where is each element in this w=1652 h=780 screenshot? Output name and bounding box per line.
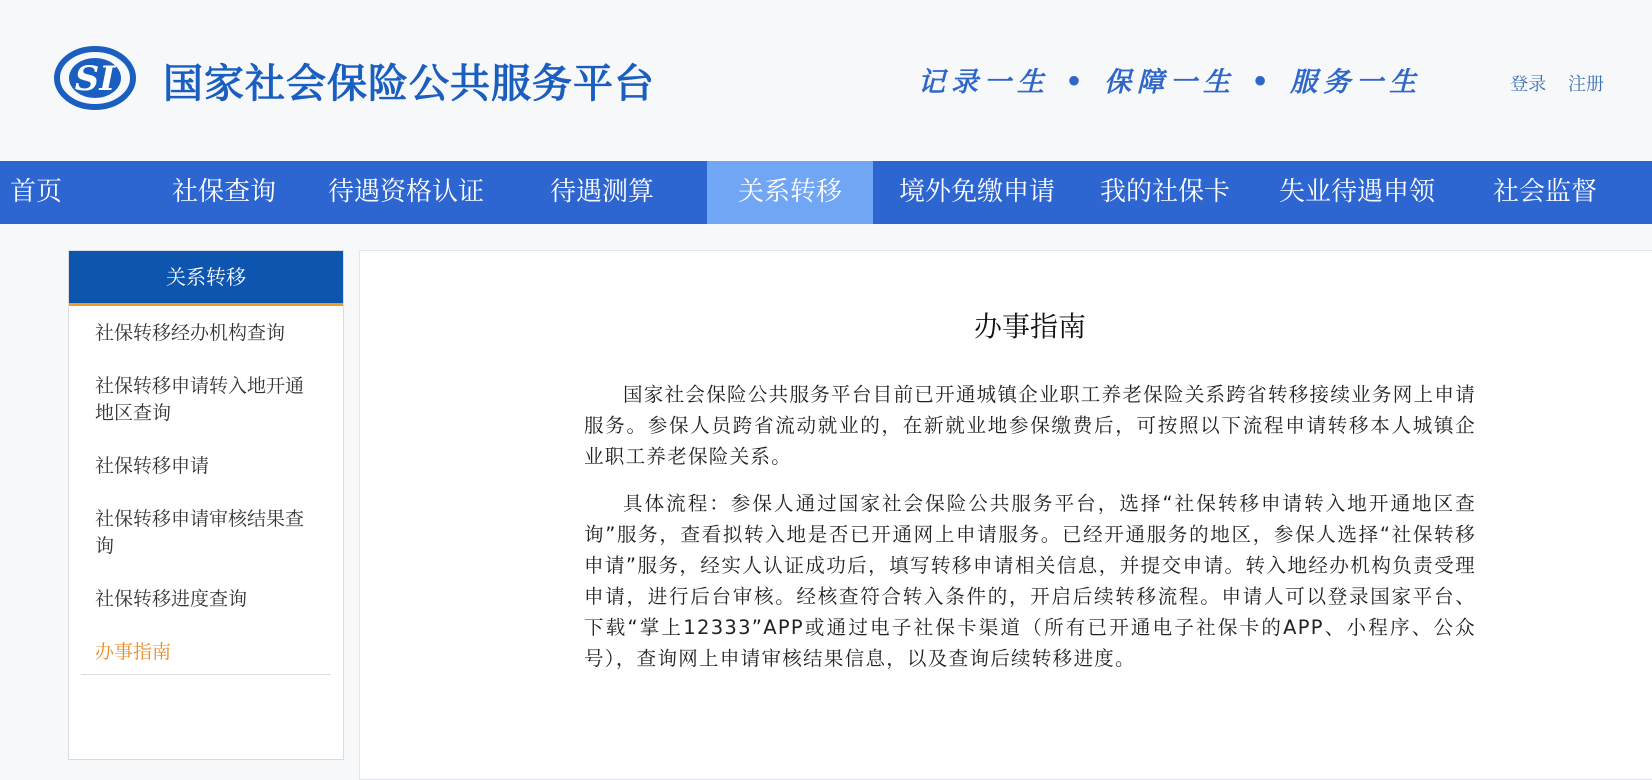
main-content bbox=[359, 250, 1652, 780]
nav-item-benefit-calculation[interactable]: 待遇测算 bbox=[549, 177, 654, 207]
sidebar-item-progress-query[interactable]: 社保转移进度查询 bbox=[95, 588, 248, 610]
sidebar-item-review-result[interactable]: 社保转移申请审核结果查询 bbox=[95, 508, 305, 557]
sidebar-list bbox=[69, 320, 343, 666]
sidebar-item-agency-query[interactable]: 社保转移经办机构查询 bbox=[95, 322, 286, 344]
register-link[interactable]: 注册 bbox=[1568, 74, 1604, 95]
nav-item-my-social-card[interactable]: 我的社保卡 bbox=[1099, 177, 1230, 207]
svg-text:SI: SI bbox=[74, 59, 116, 99]
sidebar-divider bbox=[81, 674, 331, 675]
sidebar-item-region-query[interactable]: 社保转移申请转入地开通地区查询 bbox=[95, 375, 305, 424]
nav-item-benefit-qualification[interactable]: 待遇资格认证 bbox=[327, 177, 484, 207]
nav-item-overseas-exemption[interactable]: 境外免缴申请 bbox=[898, 177, 1055, 207]
guide-paragraph-intro: 国家社会保险公共服务平台目前已开通城镇企业职工养老保险关系跨省转移接续业务网上申请服务。参保人员跨省流动就业的，在新就业地参保缴费后，可按照以下流程申请转移本人城镇企业职工养老保险关系。 bbox=[584, 383, 1476, 468]
site-title: 国家社会保险公共服务平台 bbox=[163, 61, 655, 107]
nav-item-social-supervision[interactable]: 社会监督 bbox=[1492, 177, 1597, 207]
site-header bbox=[0, 0, 1652, 161]
nav-item-home[interactable]: 首页 bbox=[9, 177, 62, 207]
nav-item-social-security-query[interactable]: 社保查询 bbox=[171, 177, 276, 207]
login-link[interactable]: 登录 bbox=[1510, 74, 1547, 95]
site-slogan: 记录一生 • 保障一生 • 服务一生 bbox=[918, 67, 1423, 98]
auth-links bbox=[1494, 70, 1604, 96]
main-nav bbox=[0, 161, 1652, 224]
guide-paragraph-process: 具体流程：参保人通过国家社会保险公共服务平台，选择“社保转移申请转入地开通地区查询”服务，查看拟转入地是否已开通网上申请服务。已经开通服务的地区，参保人选择“社保转移申请”服务，经实人认证成功后，填写转移申请相关信息，并提交申请。转入地经办机构负责受理申请，进行后台审核。经核查符合转入条件的，开启后续转移流程。申请人可以登录国家平台、下载“掌上12333”APP或通过电子社保卡渠道（所有已开通电子社保卡的APP、小程序、公众号），查询网上申请审核结果信息，以及查询后续转移进度。 bbox=[584, 492, 1476, 670]
sidebar-item-guide[interactable]: 办事指南 bbox=[95, 641, 172, 663]
sidebar-item-transfer-apply[interactable]: 社保转移申请 bbox=[95, 455, 210, 477]
sidebar-title: 关系转移 bbox=[69, 251, 343, 306]
nav-item-unemployment-benefit[interactable]: 失业待遇申领 bbox=[1278, 177, 1435, 207]
page-title: 办事指南 bbox=[973, 310, 1086, 343]
nav-item-relationship-transfer[interactable]: 关系转移 bbox=[707, 161, 873, 224]
sidebar bbox=[68, 250, 344, 760]
si-logo-icon[interactable] bbox=[54, 46, 136, 110]
